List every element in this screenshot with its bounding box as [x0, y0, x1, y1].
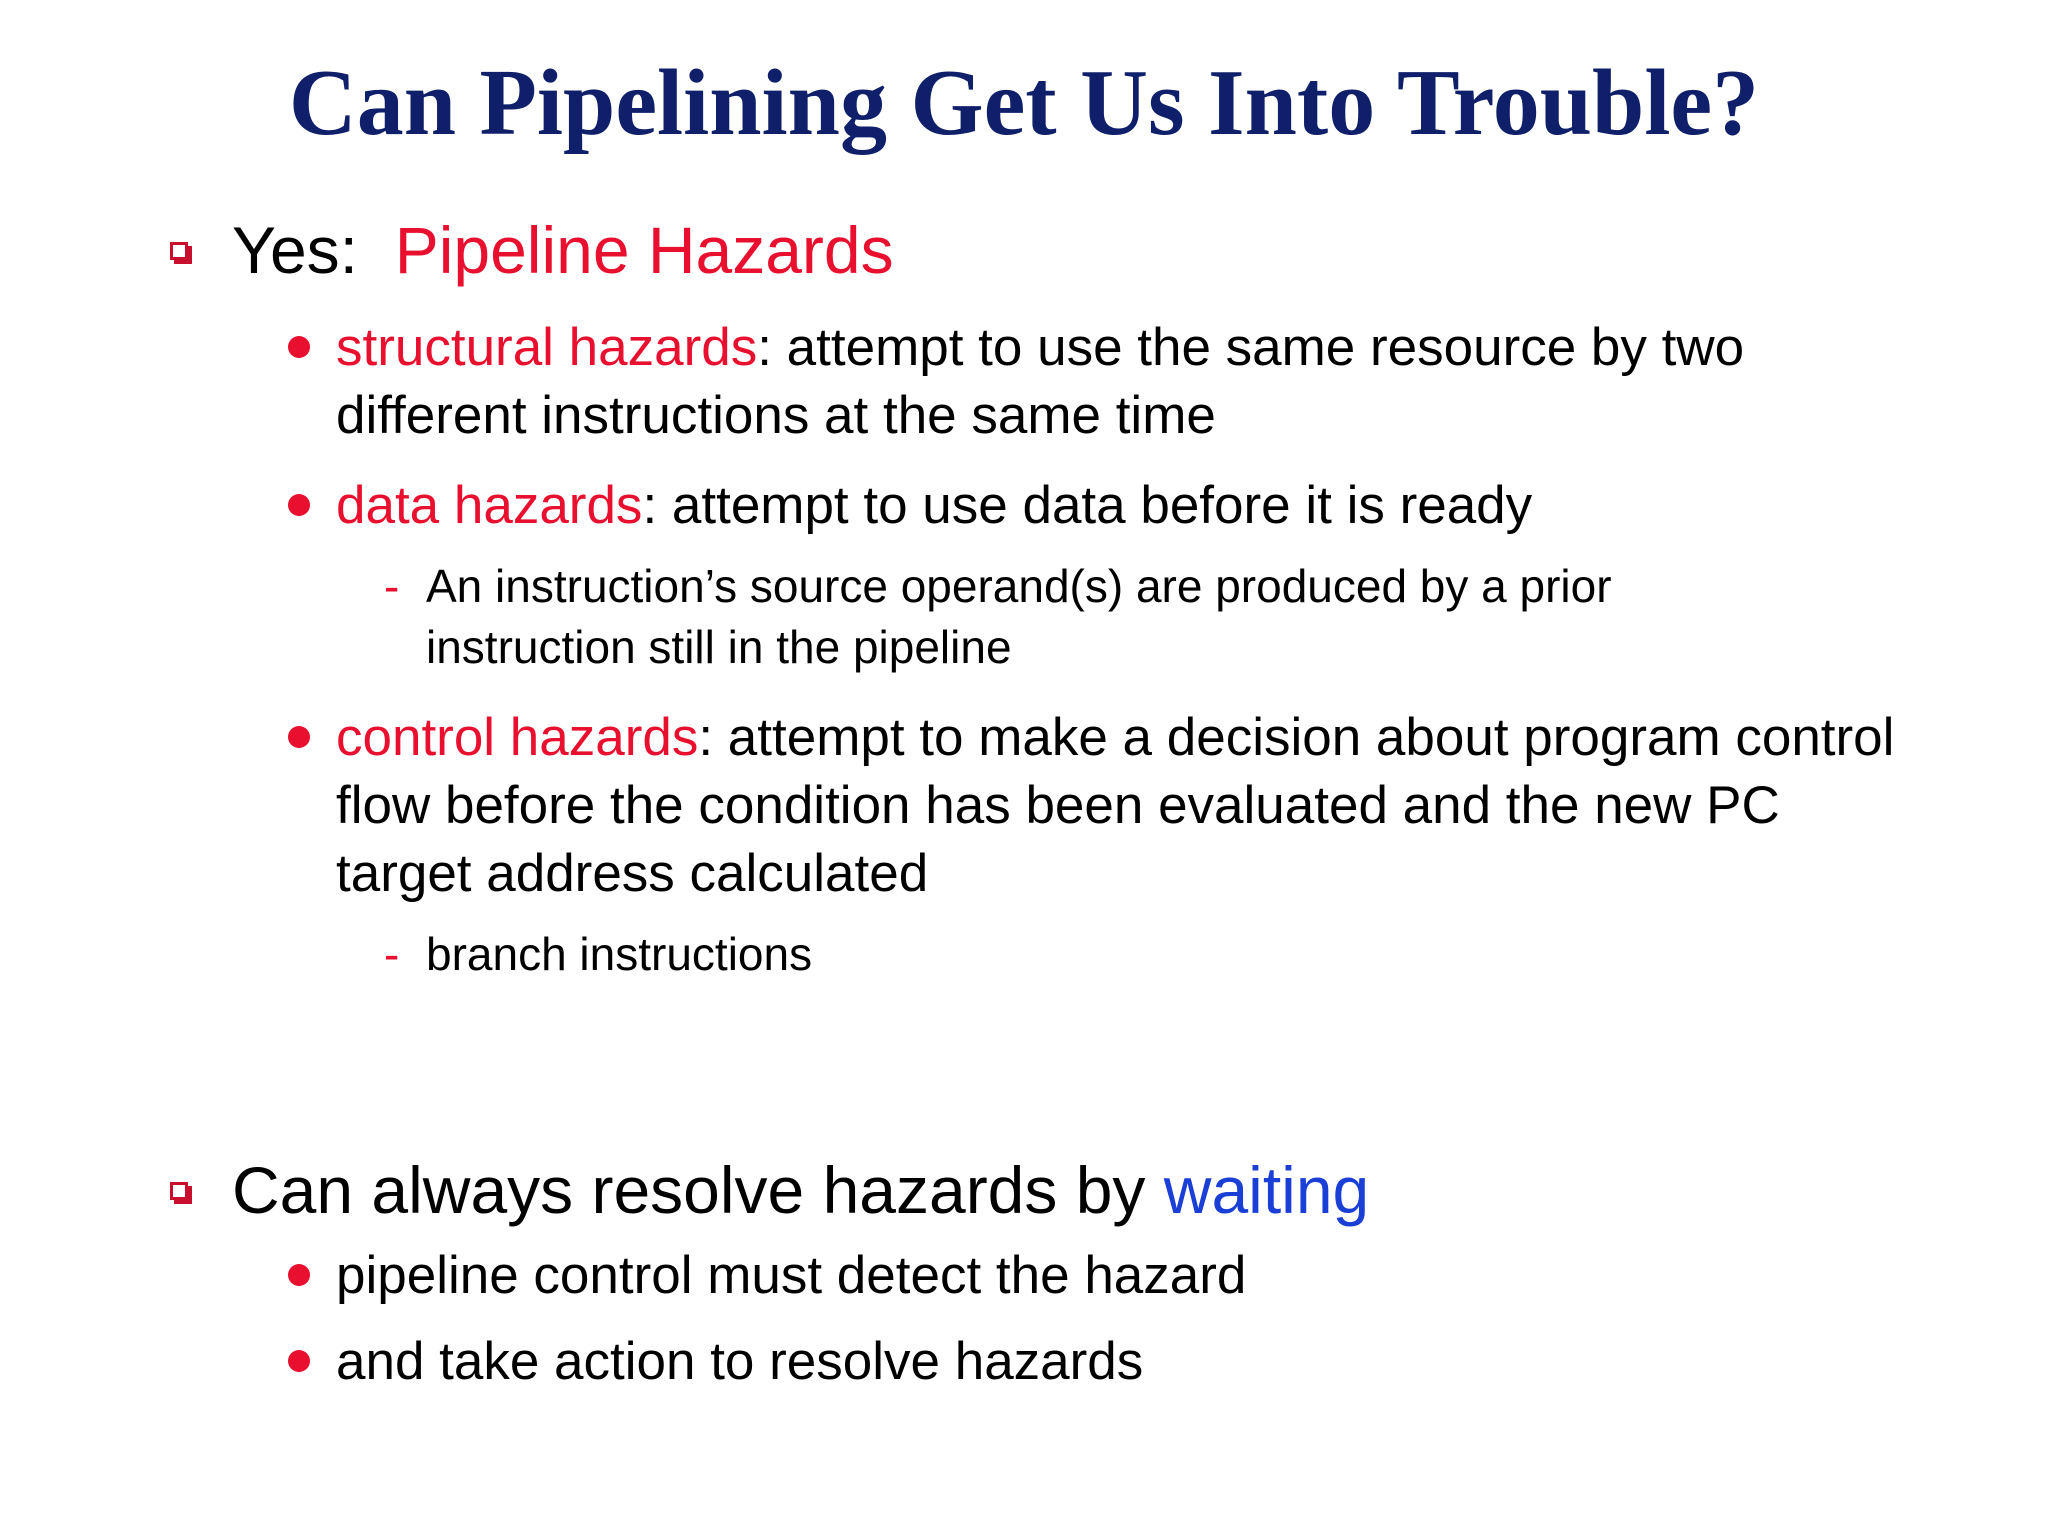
list-item-resolve-hazards	[336, 1328, 1896, 1396]
slide-title: Can Pipelining Get Us Into Trouble?	[288, 51, 1760, 155]
hazard-description: : attempt to make a decision about program control flow before the condition has been evaluated and the new PC target address calculated	[336, 708, 1895, 903]
sub-item-text: An instruction’s source operand(s) are produced by a prior instruction still in the pipeline	[426, 560, 1612, 673]
square-bullet-icon	[170, 1182, 188, 1200]
list-item-detect-hazard	[336, 1242, 1896, 1310]
bullet-text	[232, 1152, 1369, 1228]
dash-bullet-icon: -	[384, 560, 400, 612]
bullet-highlight: waiting	[1163, 1153, 1370, 1227]
dash-bullet-icon: -	[384, 928, 400, 980]
bullet-text	[232, 212, 894, 288]
square-bullet-icon	[170, 242, 188, 260]
sub-item-control-hazards	[384, 924, 1826, 985]
list-item-control-hazards	[336, 704, 1896, 908]
dot-bullet-icon	[288, 1350, 310, 1372]
hazard-term: control hazards	[336, 708, 699, 767]
hazard-description: : attempt to use the same resource by two different instructions at the same time	[336, 318, 1745, 445]
bullet-prefix: Can always resolve hazards by	[232, 1153, 1164, 1227]
dot-bullet-icon	[288, 1264, 310, 1286]
hazard-term: data hazards	[336, 476, 643, 535]
dot-bullet-icon	[288, 336, 310, 358]
item-text: pipeline control must detect the hazard	[336, 1246, 1247, 1305]
hazard-term: structural hazards	[336, 318, 758, 377]
bullet-highlight: Pipeline Hazards	[394, 213, 894, 287]
list-item-structural-hazards	[336, 314, 1896, 450]
sub-item-data-hazards	[384, 556, 1826, 678]
hazard-description: : attempt to use data before it is ready	[642, 476, 1533, 535]
item-text: and take action to resolve hazards	[336, 1332, 1144, 1391]
dot-bullet-icon	[288, 726, 310, 748]
sub-item-text: branch instructions	[426, 928, 813, 980]
bullet-prefix: Yes:	[232, 213, 395, 287]
list-item-data-hazards	[336, 472, 1896, 540]
dot-bullet-icon	[288, 494, 310, 516]
